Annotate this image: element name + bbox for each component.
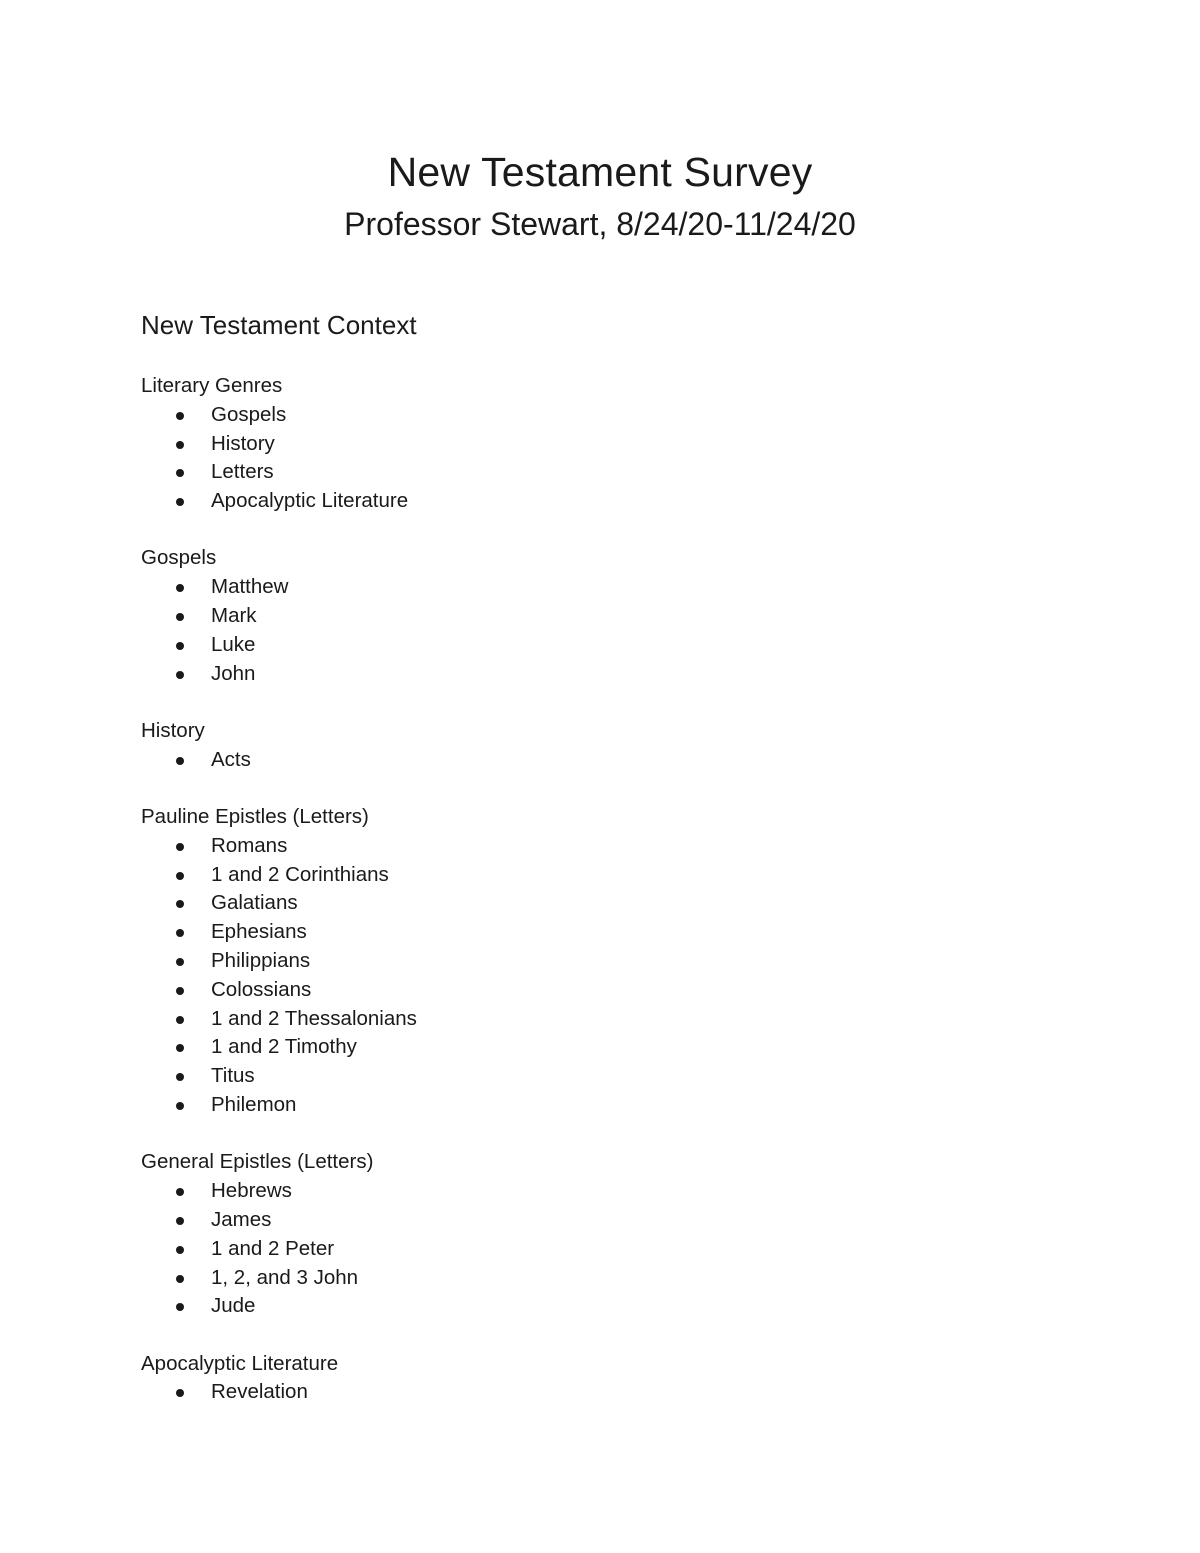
section-heading: New Testament Context [141,310,417,340]
bullet-icon [176,412,184,420]
list-item-text: Luke [211,632,256,656]
list-item-text: Philemon [211,1093,297,1117]
group-title: Gospels [141,546,217,570]
bullet-list [141,832,1041,1120]
list-item-text: 1, 2, and 3 John [211,1265,359,1289]
group-title: Apocalyptic Literature [141,1351,339,1375]
group-title: General Epistles (Letters) [141,1150,374,1174]
bullet-icon [176,1275,184,1283]
bullet-icon [176,872,184,880]
bullet-icon [176,958,184,966]
bullet-icon [176,1389,184,1397]
list-item-text: Romans [211,833,288,857]
bullet-icon [176,441,184,449]
bullet-icon [176,584,184,592]
outline-group [141,717,1041,775]
list-item [141,458,1041,487]
outline-content [141,372,1041,1436]
bullet-list [141,401,1041,516]
group-title: Pauline Epistles (Letters) [141,805,369,829]
list-item-text: Gospels [211,402,287,426]
list-item [141,430,1041,459]
list-item [141,602,1041,631]
list-item [141,660,1041,689]
list-item-text: Matthew [211,575,289,599]
bullet-icon [176,613,184,621]
bullet-icon [176,929,184,937]
list-item-text: Letters [211,460,274,484]
list-item-text: Galatians [211,891,298,915]
list-item [141,976,1041,1005]
bullet-icon [176,843,184,851]
list-item [141,1091,1041,1120]
outline-group [141,803,1041,1120]
list-item [141,918,1041,947]
bullet-list [141,573,1041,688]
list-item [141,1177,1041,1206]
list-item [141,1264,1041,1293]
bullet-icon [176,1044,184,1052]
bullet-icon [176,900,184,908]
bullet-icon [176,1217,184,1225]
bullet-icon [176,671,184,679]
list-item [141,1005,1041,1034]
list-item [141,889,1041,918]
list-item [141,1033,1041,1062]
outline-group [141,1350,1041,1408]
list-item [141,1235,1041,1264]
outline-group [141,1148,1041,1321]
list-item [141,746,1041,775]
bullet-icon [176,1073,184,1081]
bullet-icon [176,757,184,765]
bullet-icon [176,642,184,650]
list-item-text: Acts [211,747,251,771]
list-item-text: Jude [211,1294,256,1318]
list-item [141,487,1041,516]
list-item-text: Hebrews [211,1179,292,1203]
list-item-text: Apocalyptic Literature [211,489,409,513]
list-item-text: 1 and 2 Thessalonians [211,1006,417,1030]
list-item [141,1292,1041,1321]
bullet-list [141,1177,1041,1321]
bullet-icon [176,1102,184,1110]
group-title: History [141,718,205,742]
list-item-text: James [211,1207,272,1231]
list-item-text: Titus [211,1064,255,1088]
list-item-text: Colossians [211,977,312,1001]
list-item [141,947,1041,976]
bullet-icon [176,498,184,506]
outline-group [141,544,1041,688]
bullet-list [141,746,1041,775]
bullet-icon [176,469,184,477]
list-item-text: John [211,661,256,685]
group-title: Literary Genres [141,374,283,397]
bullet-list [141,1378,1041,1407]
list-item [141,832,1041,861]
document-subtitle: Professor Stewart, 8/24/20-11/24/20 [344,206,856,242]
bullet-icon [176,1303,184,1311]
list-item-text: 1 and 2 Corinthians [211,862,389,886]
bullet-icon [176,1188,184,1196]
list-item-text: Ephesians [211,920,307,944]
bullet-icon [176,1016,184,1024]
document-title: New Testament Survey [387,149,813,195]
list-item-text: 1 and 2 Timothy [211,1035,357,1059]
bullet-icon [176,987,184,995]
list-item [141,573,1041,602]
list-item [141,861,1041,890]
outline-group [141,372,1041,516]
list-item-text: Mark [211,604,257,628]
list-item-text: Philippians [211,949,311,973]
list-item-text: 1 and 2 Peter [211,1236,335,1260]
list-item [141,1378,1041,1407]
list-item [141,1062,1041,1091]
bullet-icon [176,1246,184,1254]
list-item [141,1206,1041,1235]
list-item [141,401,1041,430]
list-item-text: History [211,431,275,455]
list-item-text: Revelation [211,1380,308,1404]
list-item [141,631,1041,660]
